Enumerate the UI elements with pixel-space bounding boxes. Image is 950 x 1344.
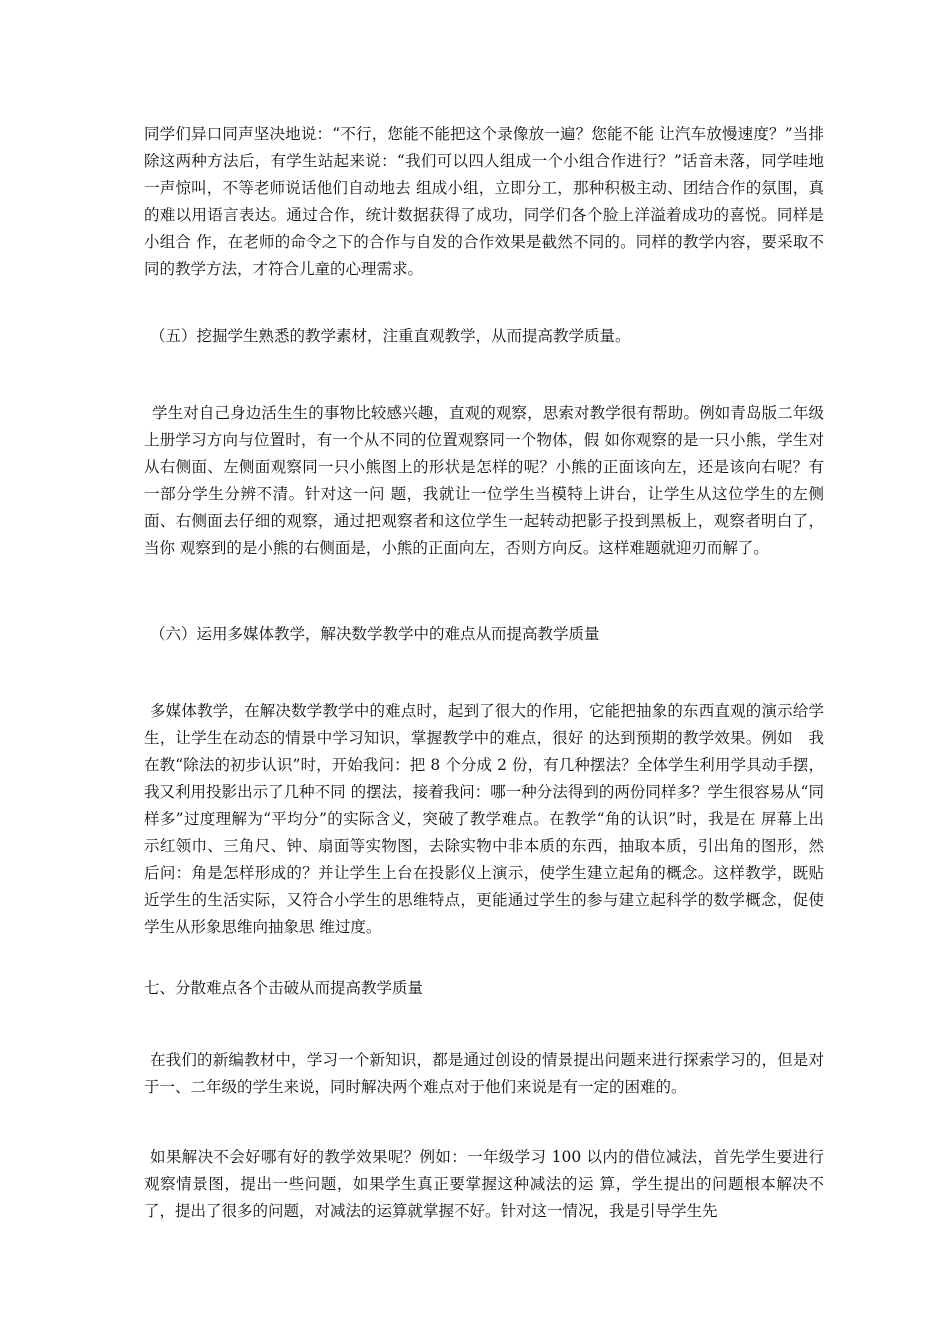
paragraph-subtraction-example: 如果解决不会好哪有好的教学效果呢？例如：一年级学习 100 以内的借位减法，首先学生要进行观察情景图，提出一些问题，如果学生真正要掌握这种减法的运 算，学生提出的问题根本解决不了，提出了很多的问题，对减法的运算就掌握不好。针对这一情况，我是引导学生先 xyxy=(144,1148,824,1220)
paragraph-observation: 学生对自己身边活生生的事物比较感兴趣，直观的观察，思索对教学很有帮助。例如青岛版二年级上册学习方向与位置时，有一个从不同的位置观察同一个物体，假 如你观察的是一只小熊，学生对从右侧面、左侧面观察同一只小熊图上的形状是怎样的呢？小熊的正面该向左，还是该向右呢？有一部分学生分辨不清。针对这一问 题，我就让一位学生当模特上讲台，让学生从这位学生的左侧面、右侧面去仔细的观察，通过把观察者和这位学生一起转动把影子投到黑板上，观察者明白了，当你 观察到的是小熊的右侧面是，小熊的正面向左，否则方向反。这样难题就迎刃而解了。 xyxy=(144,404,824,557)
section-heading-6: （六）运用多媒体教学，解决数学教学中的难点从而提高教学质量 xyxy=(150,625,600,643)
section-heading-7: 七、分散难点各个击破从而提高教学质量 xyxy=(144,979,424,997)
paragraph-cooperation: 同学们异口同声坚决地说：“不行，您能不能把这个录像放一遍？您能不能 让汽车放慢速度？”当排除这两种方法后，有学生站起来说：“我们可以四人组成一个小组合作进行？”话音未落，同学哇地一声惊叫，不等老师说话他们自动地去 组成小组，立即分工，那种积极主动、团结合作的氛围，真的难以用语言表达。通过合作，统计数据获得了成功，同学们各个脸上洋溢着成功的喜悦。同样是小组合 作，在老师的命令之下的合作与自发的合作效果是截然不同的。同样的教学内容，要采取不同的教学方法，才符合儿童的心理需求。 xyxy=(144,125,824,278)
paragraph-new-textbook: 在我们的新编教材中，学习一个新知识，都是通过创设的情景提出问题来进行探索学习的，但是对于一、二年级的学生来说，同时解决两个难点对于他们来说是有一定的困难的。 xyxy=(144,1051,824,1096)
paragraph-multimedia: 多媒体教学，在解决数学教学中的难点时，起到了很大的作用，它能把抽象的东西直观的演示给学生，让学生在动态的情景中学习知识，掌握教学中的难点，很好 的达到预期的教学效果。例如 我在教“除法的初步认识”时，开始我问：把 8 个分成 2 份，有几种摆法？全体学生利用学具动手摆，我又利用投影出示了几种不同 的摆法，接着我问：哪一种分法得到的两份同样多？学生很容易从“同样多”过度理解为“平均分”的实际含义，突破了教学难点。在教学“角的认识”时，我是在 屏幕上出示红领巾、三角尺、钟、扇面等实物图，去除实物中非本质的东西，抽取本质，引出角的图形，然后问：角是怎样形成的？并让学生上台在投影仪上演示，使学生建立起角的概念。这样教学，既贴近学生的生活实际，又符合小学生的思维特点，更能通过学生的参与建立起科学的数学概念，促使学生从形象思维向抽象思 维过度。 xyxy=(144,702,824,936)
section-heading-5: （五）挖掘学生熟悉的教学素材，注重直观教学，从而提高教学质量。 xyxy=(150,327,631,345)
